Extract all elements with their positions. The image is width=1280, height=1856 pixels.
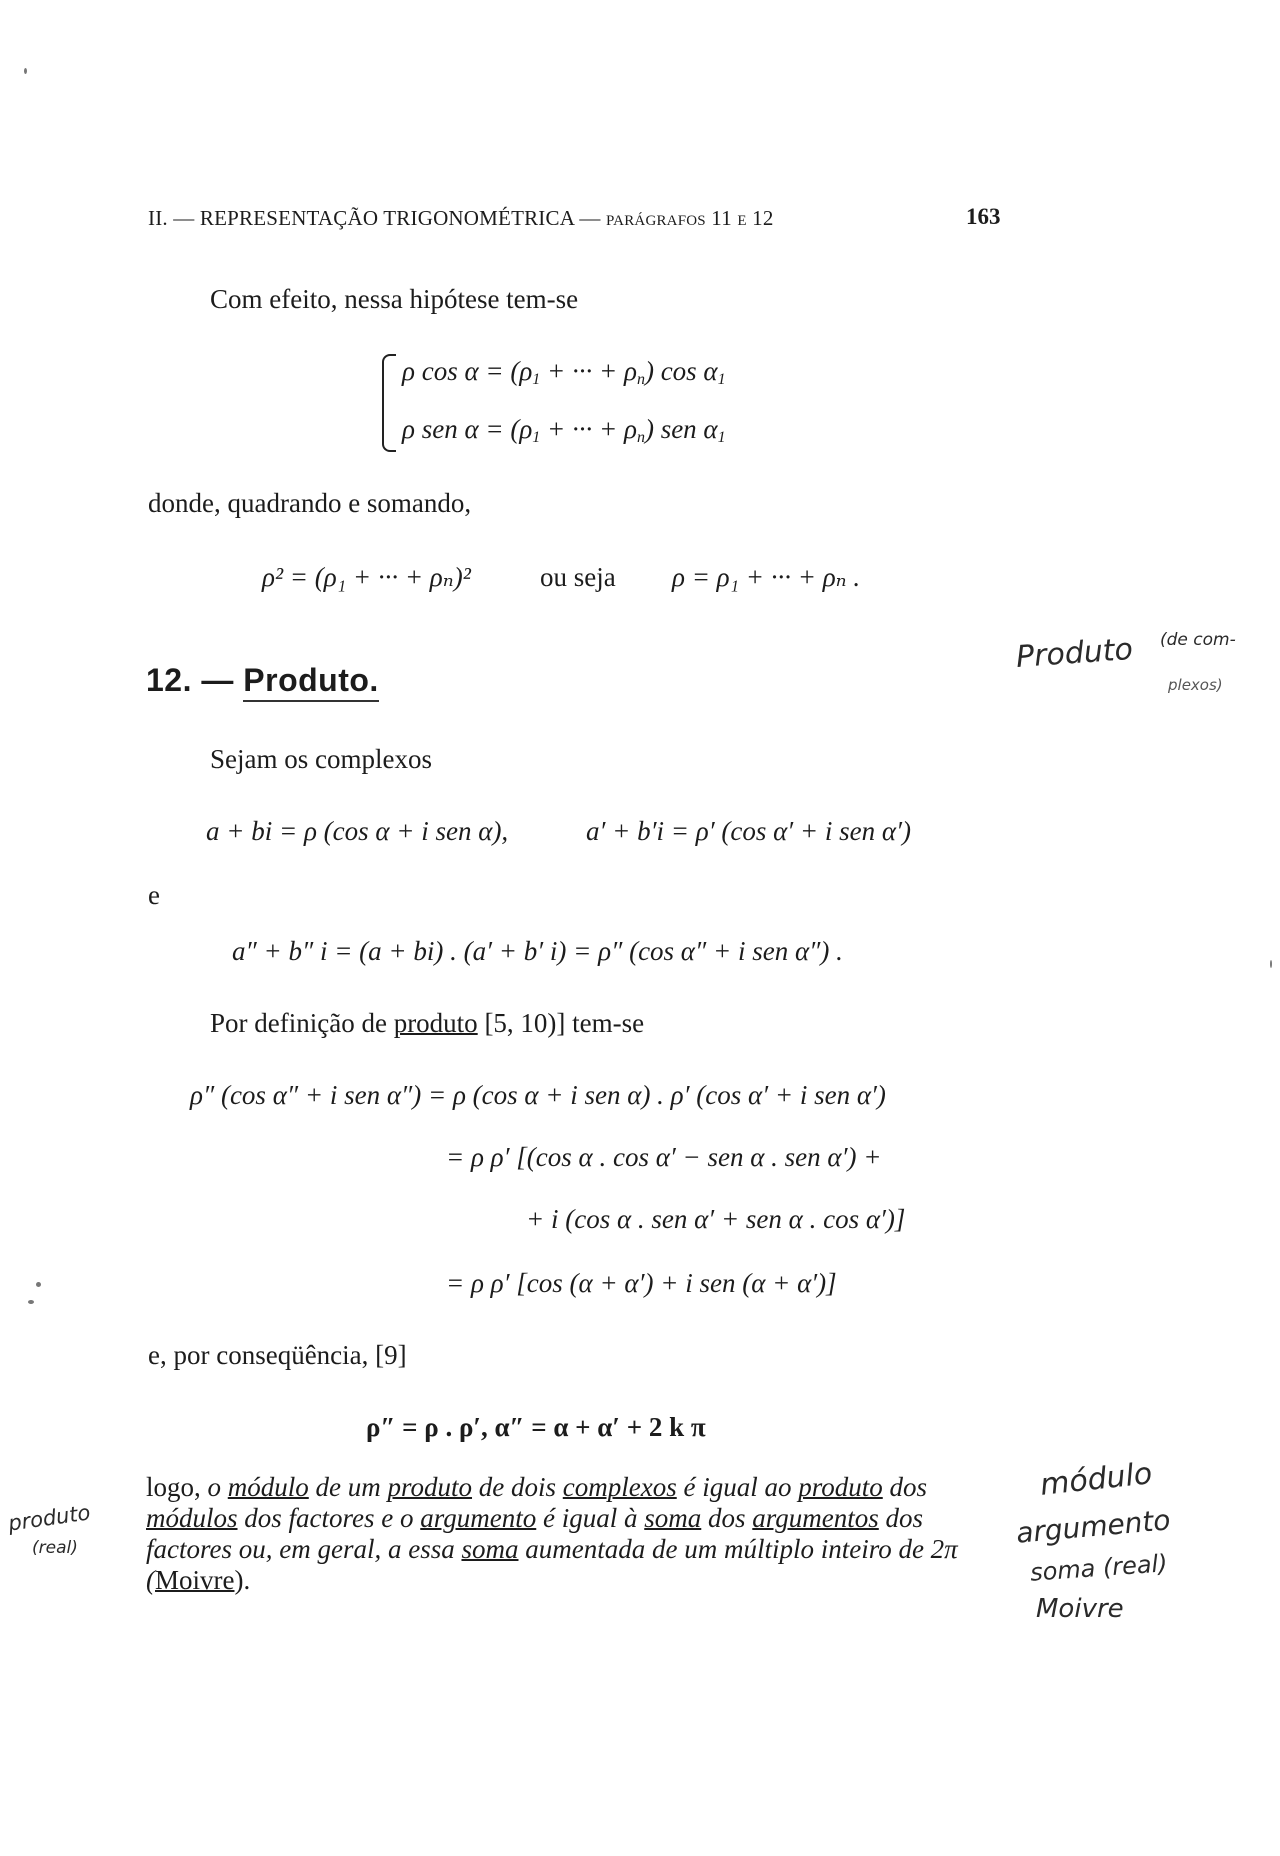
equation-square-right: ρ = ρ₁ + ··· + ρₙ . (672, 562, 861, 592)
intro-text: Com efeito, nessa hipótese tem-se (210, 284, 579, 314)
handwritten-margin-soma-real: soma (real) (1029, 1549, 1169, 1587)
derivation-line-2: = ρ ρ′ [(cos α . cos α′ − sen α . sen α′) + (446, 1142, 882, 1172)
handwritten-note-de-com: (de com- (1160, 630, 1236, 650)
scan-speck (24, 68, 27, 74)
scan-speck (1270, 960, 1272, 968)
section-heading (146, 662, 379, 699)
page-number: 163 (966, 204, 1001, 229)
handwritten-note-plexos: plexos) (1168, 676, 1223, 694)
system-equation-2: ρ sen $\alpha = (\rho_1$ + ··· + $\rho_n$) sen $\alpha_1$ (402, 414, 726, 446)
handwritten-margin-argumento: argumento (1014, 1503, 1172, 1550)
equation-complex-b: a′ + b′i = ρ′ (cos α′ + i sen α′) (586, 816, 911, 846)
ou-seja-text: ou seja (540, 562, 616, 592)
derivation-line-1: ρ″ (cos α″ + i sen α″) = ρ (cos α + i sen α) . ρ′ (cos α′ + i sen α′) (190, 1080, 886, 1110)
section-number: 12. — (146, 662, 234, 698)
scan-speck (36, 1282, 41, 1287)
sejam-text: Sejam os complexos (210, 744, 432, 774)
handwritten-note-produto: Produto (1014, 631, 1135, 676)
system-equation-1: ρ $\cos \alpha = (\rho_1$ + ··· + $\rho_n$) $\cos \alpha_1$ (402, 356, 726, 388)
equation-product: a″ + b″ i = (a + bi) . (a′ + b′ i) = ρ″ (cos α″ + i sen α″) . (232, 936, 843, 966)
system-brace (382, 354, 396, 452)
handwritten-margin-moivre: Moivre (1036, 1594, 1124, 1624)
derivation-line-4: = ρ ρ′ [cos (α + α′) + i sen (α + α′)] (446, 1268, 837, 1298)
scan-speck (28, 1300, 34, 1304)
handwritten-margin-real: (real) (32, 1538, 78, 1558)
equation-complex-a: a + bi = ρ (cos α + i sen α), (206, 816, 509, 846)
derivation-line-3: + i (cos α . sen α′ + sen α . cos α′)] (526, 1204, 906, 1234)
donde-text: donde, quadrando e somando, (148, 488, 472, 518)
handwritten-margin-produto: produto (6, 1500, 92, 1536)
running-header (148, 206, 774, 231)
e-connector: e (148, 880, 160, 910)
header-section-label: II. — REPRESENTAÇÃO TRIGONOMÉTRICA — parágrafos 11 e 12 (148, 206, 774, 230)
equation-square-left: ρ² = (ρ₁ + ··· + ρₙ)² (262, 562, 471, 592)
section-title: Produto. (243, 662, 379, 702)
equation-result: ρ″ = ρ . ρ′, α″ = α + α′ + 2 k π (366, 1412, 706, 1442)
consequencia-text: e, por conseqüência, [9] (148, 1340, 407, 1370)
handwritten-margin-modulo: módulo (1038, 1456, 1154, 1503)
definition-text: Por definição de produto [5, 10)] tem-se (210, 1008, 645, 1038)
conclusion-paragraph: logo, o módulo de um produto de dois complexos é igual ao produto dos módulos dos factores e o argumento é igual à soma dos argumentos dos factores ou, em geral, a essa soma aumentada de um múltiplo inteiro de 2π (Moivre). (146, 1472, 958, 1595)
